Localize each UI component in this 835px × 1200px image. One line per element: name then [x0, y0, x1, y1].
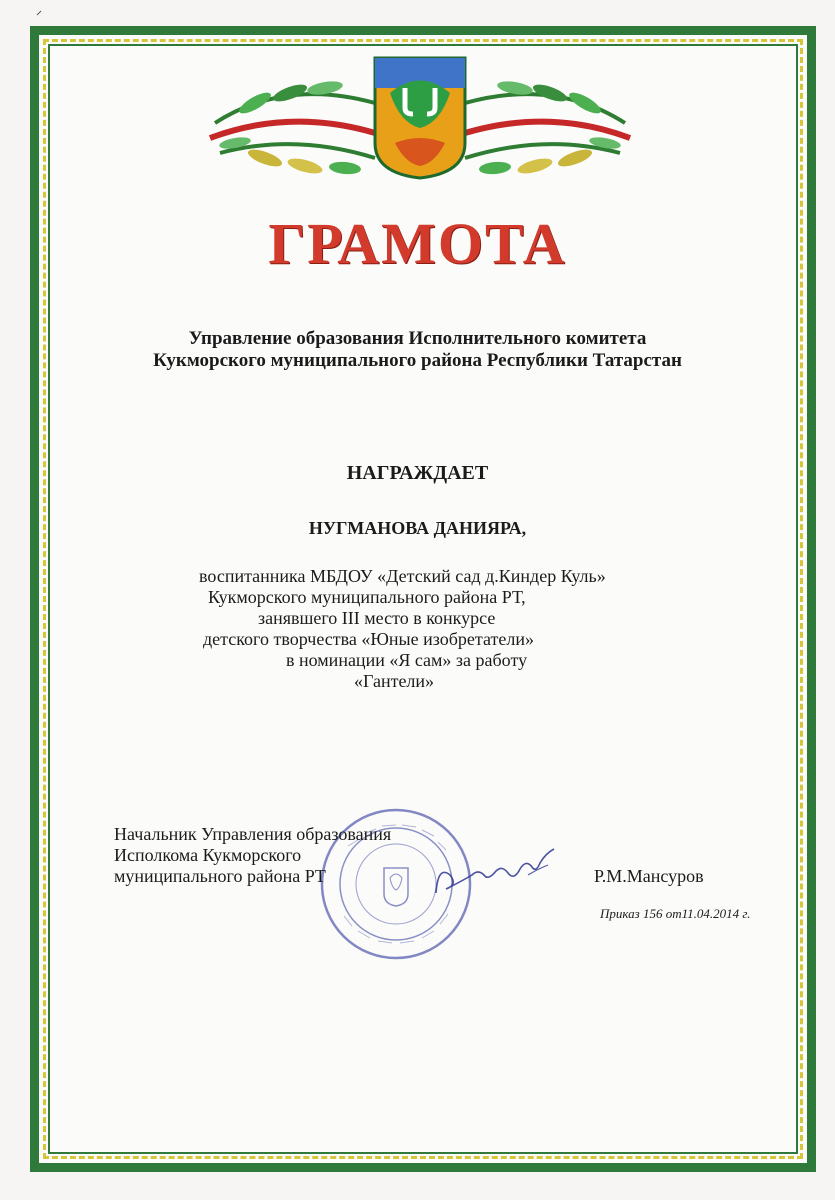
coat-of-arms-emblem [195, 48, 645, 183]
signatory-line: Начальник Управления образования [114, 824, 392, 844]
description-line: детского творчества «Юные изобретатели» [203, 629, 534, 649]
description-line: воспитанника МБДОУ «Детский сад д.Киндер Куль» [199, 566, 606, 586]
left-laurel-icon [210, 79, 375, 176]
corner-mark [36, 10, 42, 16]
award-description [140, 566, 700, 692]
signatory-line: Исполкома Кукморского [114, 845, 302, 865]
signatory-position [114, 824, 474, 887]
shield-icon [375, 58, 465, 178]
issuer-line-1: Управление образования Исполнительного комитета [188, 328, 647, 349]
right-laurel-icon [465, 79, 630, 176]
recipient-name: НУГМАНОВА ДАНИЯРА, [308, 518, 527, 538]
certificate-title: ГРАМОТА [268, 211, 567, 276]
issuer-line-2: Кукморского муниципального района Республики Татарстан [153, 350, 682, 371]
description-line: в номинации «Я сам» за работу [286, 650, 528, 670]
signatory-line: муниципального района РТ [114, 866, 326, 886]
description-line: Кукморского муниципального района РТ, [208, 587, 526, 607]
description-line: занявшего III место в конкурсе [258, 608, 496, 628]
order-reference: Приказ 156 от11.04.2014 г. [600, 906, 751, 921]
description-line: «Гантели» [354, 671, 435, 691]
awards-heading: НАГРАЖДАЕТ [346, 462, 489, 484]
signatory-name: Р.М.Мансуров [594, 866, 704, 886]
issuer-organization [0, 328, 835, 372]
